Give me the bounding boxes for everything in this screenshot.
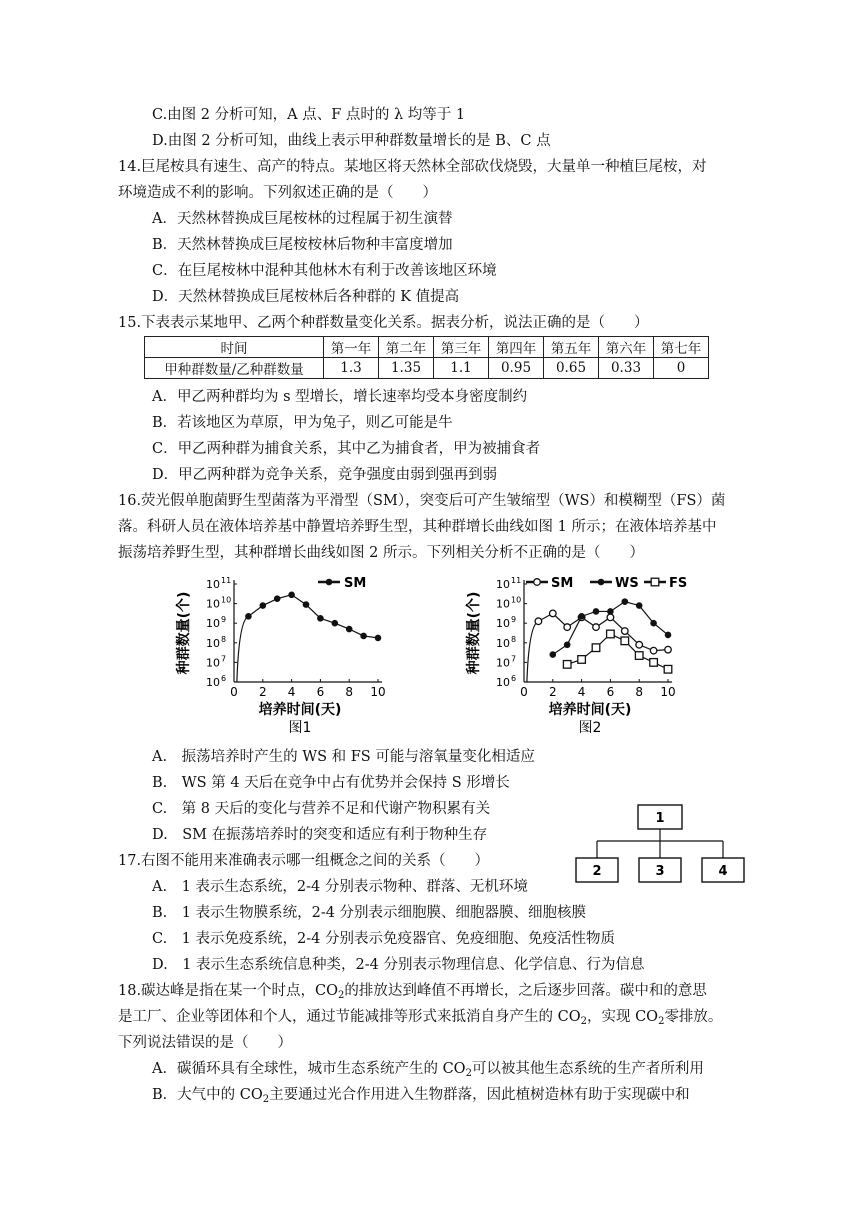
data-point <box>564 624 571 631</box>
data-point <box>635 652 643 660</box>
data-point <box>665 646 672 653</box>
data-point <box>550 610 557 617</box>
table-header-cell: 第二年 <box>379 337 434 358</box>
y-tick-label: 10 <box>496 636 510 650</box>
legend-label: WS <box>615 576 639 591</box>
data-point <box>636 602 643 609</box>
y-tick-label: 10 <box>206 578 220 591</box>
table-cell: 1.35 <box>379 358 434 379</box>
q17-option-a: A. 1 表示生态系统，2-4 分别表示物种、群落、无机环境 <box>152 879 528 895</box>
x-tick-label: 10 <box>660 685 676 699</box>
q17-stem: 17.右图不能用来准确表示哪一组概念之间的关系（ ） <box>118 853 490 869</box>
y-tick-exponent: 8 <box>221 634 227 644</box>
q16-option-c: C. 第 8 天后的变化与营养不足和代谢产物积累有关 <box>152 801 491 817</box>
x-tick-label: 6 <box>316 685 325 699</box>
text: A．碳循环具有全球性，城市生态系统产生的 CO <box>152 1061 466 1077</box>
q16-option-b: B. WS 第 4 天后在竞争中占有优势并会保持 S 形增长 <box>152 775 510 791</box>
table-header-cell: 时间 <box>145 337 324 358</box>
q14-option-c: C．在巨尾桉林中混种其他林木有利于改善该地区环境 <box>152 263 497 279</box>
data-point <box>317 615 324 622</box>
y-tick-label: 10 <box>496 597 510 611</box>
y-tick-label: 10 <box>206 636 220 650</box>
data-point <box>332 620 339 627</box>
y-tick-exponent: 6 <box>511 674 517 683</box>
y-tick-label: 10 <box>496 676 510 689</box>
data-point <box>360 633 367 640</box>
table-cell: 甲种群数量/乙种群数量 <box>145 358 324 379</box>
legend-label: SM <box>551 576 574 591</box>
box-2-label: 2 <box>592 864 602 879</box>
data-point <box>651 578 659 586</box>
y-tick-label: 10 <box>496 656 510 670</box>
q15-option-d: D．甲乙两种群为竞争关系，竞争强度由弱到强再到弱 <box>152 467 498 483</box>
y-tick-exponent: 11 <box>221 576 232 585</box>
y-tick-label: 10 <box>206 656 220 670</box>
y-tick-exponent: 9 <box>221 615 227 625</box>
table-header-cell: 第一年 <box>324 337 379 358</box>
data-point <box>593 608 600 615</box>
data-point <box>665 632 672 639</box>
data-point <box>564 641 571 648</box>
y-tick-exponent: 8 <box>511 634 517 644</box>
y-tick-exponent: 11 <box>511 576 522 585</box>
data-point <box>650 620 657 627</box>
x-tick-label: 8 <box>635 685 644 699</box>
table-cell: 0.33 <box>599 358 654 379</box>
q17-option-d: D. 1 表示生态系统信息种类，2-4 分别表示物理信息、化学信息、行为信息 <box>152 957 645 973</box>
box-1-label: 1 <box>655 811 665 826</box>
x-axis-label: 培养时间(天) <box>548 702 632 718</box>
q16-option-d: D. SM 在振荡培养时的突变和适应有利于物种生存 <box>152 827 488 843</box>
q16-stem-1: 16.荧光假单胞菌野生型菌落为平滑型（SM），突变后可产生皱缩型（WS）和模糊型（FS）菌 <box>118 493 726 509</box>
data-point <box>607 630 615 638</box>
q13-option-d: D.由图 2 分析可知，曲线上表示甲种群数量增长的是 B、C 点 <box>152 133 551 149</box>
table-header-cell: 第四年 <box>489 337 544 358</box>
data-point <box>274 595 281 602</box>
text: 零排放。 <box>664 1009 723 1025</box>
data-point <box>578 656 586 664</box>
data-point <box>535 618 542 625</box>
table-cell: 1.3 <box>324 358 379 379</box>
y-tick-label: 10 <box>206 597 220 611</box>
x-tick-label: 2 <box>548 685 557 699</box>
x-tick-label: 2 <box>258 685 267 699</box>
table-cell: 0.65 <box>544 358 599 379</box>
table-header-cell: 第三年 <box>434 337 489 358</box>
table-header-cell: 第七年 <box>654 337 709 358</box>
data-point <box>534 579 541 586</box>
q15-table <box>144 336 709 379</box>
y-tick-exponent: 10 <box>221 595 232 605</box>
x-tick-label: 6 <box>606 685 615 699</box>
figure-caption: 图1 <box>288 720 312 736</box>
y-tick-label: 10 <box>496 617 510 631</box>
q16-stem-2: 落。科研人员在液体培养基中静置培养野生型，其种群增长曲线如图 1 所示；在液体培养基中 <box>118 519 717 535</box>
y-axis-label: 种群数量(个) <box>466 591 482 675</box>
q18-stem-2 <box>118 1007 722 1032</box>
table-row <box>145 358 709 379</box>
subscript: 2 <box>338 990 345 1001</box>
data-point <box>550 651 557 658</box>
x-tick-label: 4 <box>287 685 296 699</box>
text: B．大气中的 CO <box>152 1087 263 1103</box>
data-point <box>650 659 658 667</box>
data-point <box>245 613 252 620</box>
q18-option-a <box>152 1059 704 1084</box>
data-point <box>607 608 614 615</box>
data-point <box>563 661 571 669</box>
y-tick-label: 10 <box>206 676 220 689</box>
data-point <box>636 641 643 648</box>
q13-option-c: C.由图 2 分析可知，A 点、F 点时的 λ 均等于 1 <box>152 107 466 123</box>
y-axis-label: 种群数量(个) <box>176 591 192 675</box>
data-point <box>326 579 333 586</box>
q15-option-c: C．甲乙两种群为捕食关系，其中乙为捕食者，甲为被捕食者 <box>152 441 541 457</box>
data-point <box>346 626 353 633</box>
box-3-label: 3 <box>655 864 665 879</box>
subscript: 2 <box>465 1068 472 1079</box>
y-tick-exponent: 6 <box>221 674 227 683</box>
text: 主要通过光合作用进入生物群落，因此植树造林有助于实现碳中和 <box>269 1087 690 1103</box>
x-tick-label: 0 <box>230 685 238 699</box>
y-tick-exponent: 10 <box>511 595 522 605</box>
subscript: 2 <box>580 1016 587 1027</box>
data-point <box>621 637 629 645</box>
text: 的排放达到峰值不再增长，之后逐步回落。碳中和的意思 <box>344 983 707 999</box>
q18-option-b <box>152 1085 690 1110</box>
q16-option-a: A. 振荡培养时产生的 WS 和 FS 可能与溶氧量变化相适应 <box>152 749 535 765</box>
subscript: 2 <box>262 1094 270 1105</box>
y-tick-exponent: 7 <box>511 654 517 664</box>
series-line <box>237 595 378 682</box>
q15-stem: 15.下表表示某地甲、乙两个种群数量变化关系。据表分析，说法正确的是（ ） <box>118 315 649 331</box>
y-tick-exponent: 9 <box>511 615 517 625</box>
data-point <box>288 591 295 598</box>
data-point <box>607 614 614 621</box>
y-tick-label: 10 <box>206 617 220 631</box>
q14-option-d: D．天然林替换成巨尾桉林后各种群的 K 值提高 <box>152 289 460 305</box>
data-point <box>593 624 600 631</box>
x-tick-label: 4 <box>577 685 586 699</box>
data-point <box>622 598 629 605</box>
q14-stem-2: 环境造成不利的影响。下列叙述正确的是（ ） <box>118 185 437 201</box>
legend-label: FS <box>669 576 688 591</box>
data-point <box>303 601 310 608</box>
figure-1-chart <box>170 570 410 750</box>
q14-option-a: A．天然林替换成巨尾桉林的过程属于初生演替 <box>152 211 453 227</box>
q17-option-b: B. 1 表示生物膜系统，2-4 分别表示细胞膜、细胞器膜、细胞核膜 <box>152 905 587 921</box>
data-point <box>260 602 267 609</box>
data-point <box>598 579 605 586</box>
y-tick-exponent: 7 <box>221 654 227 664</box>
table-header-row <box>145 337 709 358</box>
x-tick-label: 10 <box>370 685 386 699</box>
q18-stem-3: 下列说法错误的是（ ） <box>118 1035 292 1051</box>
data-point <box>578 613 585 620</box>
x-tick-label: 8 <box>345 685 354 699</box>
q15-option-b: B．若该地区为草原，甲为兔子，则乙可能是牛 <box>152 415 453 431</box>
table-cell: 1.1 <box>434 358 489 379</box>
x-axis-label: 培养时间(天) <box>258 702 342 718</box>
subscript: 2 <box>658 1016 665 1027</box>
table-header-cell: 第六年 <box>599 337 654 358</box>
q14-stem-1: 14.巨尾桉具有速生、高产的特点。某地区将天然林全部砍伐烧毁，大量单一种植巨尾桉，对 <box>118 159 707 175</box>
q16-stem-3: 振荡培养野生型，其种群增长曲线如图 2 所示。下列相关分析不正确的是（ ） <box>118 545 644 561</box>
text: ，实现 CO <box>586 1009 659 1025</box>
q14-option-b: B．天然林替换成巨尾桉桉林后物种丰富度增加 <box>152 237 453 253</box>
figure-2-chart <box>460 570 700 750</box>
data-point <box>622 628 629 635</box>
data-point <box>650 647 657 654</box>
q15-option-a: A．甲乙两种群均为 s 型增长，增长速率均受本身密度制约 <box>152 389 528 405</box>
box-4-label: 4 <box>718 864 728 879</box>
figure-caption: 图2 <box>578 720 602 736</box>
y-tick-label: 10 <box>496 578 510 591</box>
data-point <box>592 644 600 652</box>
table-header-cell: 第五年 <box>544 337 599 358</box>
q17-option-c: C. 1 表示免疫系统，2-4 分别表示免疫器官、免疫细胞、免疫活性物质 <box>152 931 615 947</box>
q18-stem-1 <box>118 981 707 1006</box>
data-point <box>664 665 672 673</box>
data-point <box>375 635 382 642</box>
concept-tree-diagram <box>570 800 760 890</box>
x-tick-label: 0 <box>520 685 528 699</box>
table-cell: 0.95 <box>489 358 544 379</box>
legend-label: SM <box>344 576 367 591</box>
text: 可以被其他生态系统的生产者所利用 <box>471 1061 704 1077</box>
table-cell: 0 <box>654 358 709 379</box>
text: 18.碳达峰是指在某一个时点，CO <box>118 983 339 999</box>
text: 是工厂、企业等团体和个人，通过节能减排等形式来抵消自身产生的 CO <box>118 1009 581 1025</box>
